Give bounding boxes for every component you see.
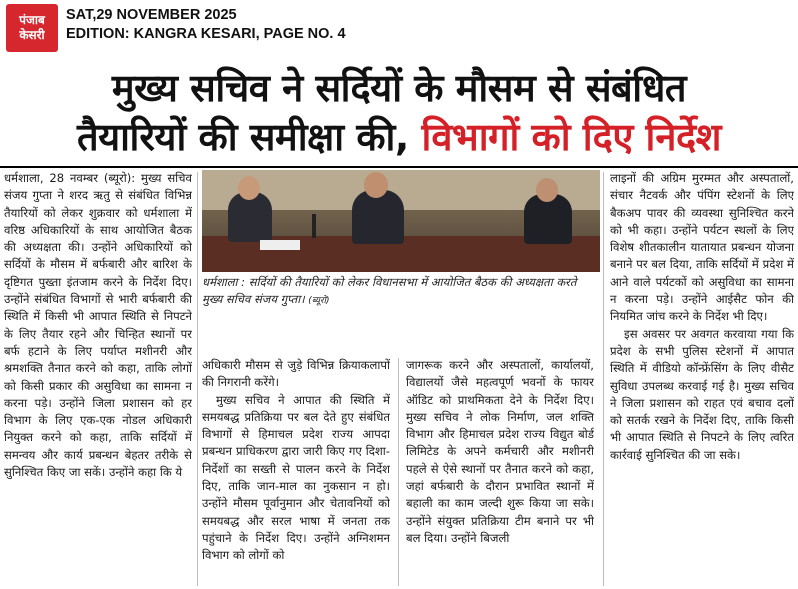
- column-divider: [197, 172, 198, 586]
- article-column-4: [610, 170, 794, 588]
- masthead: [0, 0, 798, 62]
- headline-divider: [0, 166, 798, 168]
- photo-person-center: [352, 190, 404, 244]
- punjab-kesari-logo: [6, 4, 58, 52]
- photo-credit: (ब्यूरो): [308, 295, 330, 306]
- publication-date: SAT,29 NOVEMBER 2025: [66, 7, 237, 23]
- headline-line-1: मुख्य सचिव ने सर्दियों के मौसम से संबंधित: [111, 66, 687, 110]
- photo-person-center-head: [364, 172, 388, 198]
- headline: [0, 64, 798, 162]
- article-paragraph: अधिकारी मौसम से जुड़े विभिन्न क्रियाकलापों की निगरानी करेंगे।: [202, 358, 390, 390]
- article-paragraph: मुख्य सचिव ने आपात की स्थिति में समयबद्ध प्रतिक्रिया पर बल देते हुए संबंधित विभागों से हिमाचल प्रदेश राज्य आपदा प्रबन्धन प्राधिकरण द्वारा जारी किए गए दिशा-निर्देशों का सख्ती से पालन करने के निर्देश दिए, ताकि जान-माल का नुकसान न हो। उन्होंने मौसम पूर्वानुमान और चेतावनियों को समयबद्ध और सरल भाषा में जनता तक पहुंचाने के निर्देश दिए। उन्होंने अग्निशमन विभाग को लोगों को: [202, 392, 390, 563]
- article-paragraph: धर्मशाला, 28 नवम्बर (ब्यूरो): मुख्य सचिव संजय गुप्ता ने शरद ऋतु से संबंधित विभिन्न तैयारियों को लेकर शुक्रवार को धर्मशाला में वरिष्ठ अधिकारियों के साथ आयोजित बैठक की अध्यक्षता की। उन्होंने अधिकारियों को सर्दियों के मौसम में बर्फबारी और बारिश के दृष्टिगत पुख्ता इंतजाम करने के निर्देश दिए। उन्होंने संबंधित विभागों से भारी बर्फबारी की स्थिति में किसी भी आपात स्थिति से निपटने के लिए तैयार रहने और चिन्हित स्थानों पर बर्फ हटाने के लिए पर्याप्त मशीनरी और श्रमशक्ति तैनात करने को कहा, ताकि लोगों को किसी प्रकार की असुविधा का सामना न करना पड़े। उन्होंने जिला प्रशासन को हर विभाग के लिए एक-एक नोडल अधिकारी नियुक्त करने को कहा, ताकि सर्दियों में समन्वय और कार्य प्रबन्धन बेहतर तरीके से सुनिश्चित किए जा सकें। उन्होंने कहा कि ये: [4, 171, 192, 480]
- column-divider: [398, 358, 399, 586]
- edition-label: EDITION: KANGRA KESARI, PAGE NO. 4: [66, 26, 346, 42]
- article-column-2: [202, 357, 390, 588]
- article-column-3: [406, 357, 594, 588]
- photo-caption-text: धर्मशाला : सर्दियों की तैयारियों को लेकर विधानसभा में आयोजित बैठक की अध्यक्षता करते मुख्य सचिव संजय गुप्ता।: [202, 275, 577, 306]
- article-paragraph: जागरूक करने और अस्पतालों, कार्यालयों, विद्यालयों जैसे महत्वपूर्ण भवनों के फायर ऑडिट को प्राथमिकता देने के निर्देश दिए। मुख्य सचिव ने लोक निर्माण, जल शक्ति विभाग और हिमाचल प्रदेश राज्य विद्युत बोर्ड लिमिटेड के अपने कर्मचारी और मशीनरी पहले से ऐसे स्थानों पर तैनात करने को कहा, जहां बर्फबारी के दौरान प्रभावित स्थानों में बहाली का काम जल्दी शुरू किया जा सके। उन्होंने संयुक्त प्रतिक्रिया टीम बनाने पर भी बल दिया। उन्होंने बिजली: [406, 358, 594, 545]
- headline-line-2-red: विभागों को दिए निर्देश: [421, 115, 722, 159]
- column-divider: [603, 172, 604, 586]
- photo-person-right-head: [536, 178, 558, 202]
- meeting-photo: [202, 170, 600, 272]
- photo-microphone: [312, 214, 316, 238]
- logo-line-1: पंजाब: [19, 13, 45, 27]
- article-paragraph: इस अवसर पर अवगत करवाया गया कि प्रदेश के सभी पुलिस स्टेशनों में आपात स्थिति में वीडियो कॉन्फ्रेंसिंग के लिए वीसैट सुविधा उपलब्ध करवाई गई है। मुख्य सचिव ने जिला प्रशासन को राहत एवं बचाव दलों को सतर्क रखने के निर्देश दिए, ताकि किसी भी आपात स्थिति से निपटने के लिए त्वरित कार्रवाई सुनिश्चित की जा सके।: [610, 326, 794, 462]
- article-paragraph: लाइनों की अग्रिम मुरम्मत और अस्पतालों, संचार नैटवर्क और पंपिंग स्टेशनों के लिए बैकअप पावर की व्यवस्था सुनिश्चित करने को भी कहा। उन्होंने पर्यटन स्थलों के लिए विशेष शीतकालीन यातायात प्रबन्धन योजना बनाने पर बल दिया, ताकि सर्दियों में प्रदेश में आने वाले पर्यटकों को असुविधा का सामना न करना पड़े। उन्होंने आईसैट फोन की नियमित जांच करने के निर्देश भी दिए।: [610, 171, 794, 324]
- edition-info: [66, 6, 346, 44]
- headline-line-2-black: तैयारियों की समीक्षा की,: [76, 115, 422, 159]
- photo-caption: [202, 274, 600, 354]
- headline-line-2: [0, 113, 798, 162]
- article-column-1: [4, 170, 192, 588]
- logo-line-2: केसरी: [19, 28, 45, 42]
- photo-papers: [260, 240, 300, 250]
- photo-person-left-head: [238, 176, 260, 200]
